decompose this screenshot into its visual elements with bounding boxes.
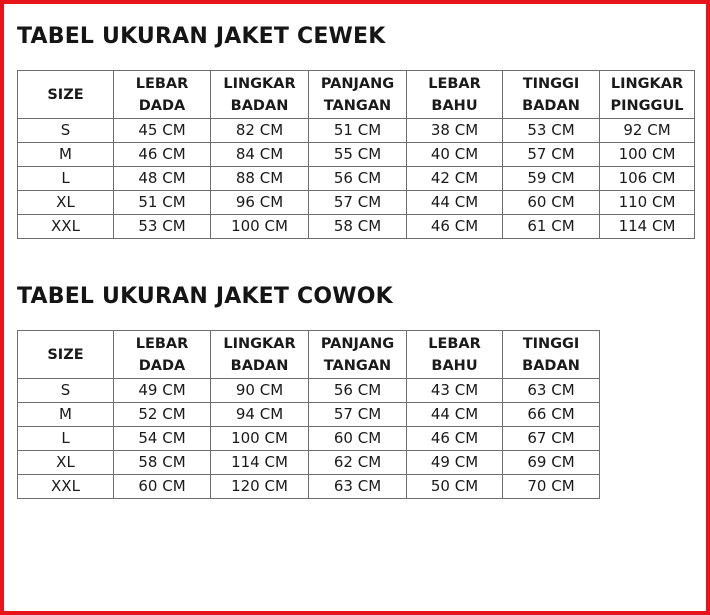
table-cell: 38 CM (407, 119, 503, 143)
table-cell: 51 CM (309, 119, 407, 143)
table-cell: 94 CM (211, 403, 309, 427)
table-cell: 57 CM (309, 191, 407, 215)
size-cell: M (18, 143, 114, 167)
table-cell: 49 CM (407, 451, 503, 475)
cewek-size-table (17, 70, 695, 239)
table-cell: 63 CM (503, 379, 600, 403)
table-cell: 56 CM (309, 379, 407, 403)
table-row (18, 475, 600, 499)
table-cell: 67 CM (503, 427, 600, 451)
header-lebar-bahu: LEBAR BAHU (407, 331, 503, 379)
table-cell: 100 CM (211, 427, 309, 451)
size-cell: S (18, 119, 114, 143)
table-cell: 58 CM (309, 215, 407, 239)
table-cell: 53 CM (114, 215, 211, 239)
header-lebar-bahu: LEBAR BAHU (407, 71, 503, 119)
table-cell: 62 CM (309, 451, 407, 475)
table-cell: 45 CM (114, 119, 211, 143)
header-lebar-dada: LEBAR DADA (114, 331, 211, 379)
table-cell: 53 CM (503, 119, 600, 143)
table-header-row (18, 71, 695, 119)
table-cell: 120 CM (211, 475, 309, 499)
table-cell: 57 CM (503, 143, 600, 167)
table-cell: 46 CM (407, 427, 503, 451)
table-cell: 50 CM (407, 475, 503, 499)
table-cell: 49 CM (114, 379, 211, 403)
table-cell: 63 CM (309, 475, 407, 499)
cowok-size-table (17, 330, 600, 499)
size-cell: XXL (18, 215, 114, 239)
table-cell: 90 CM (211, 379, 309, 403)
size-cell: L (18, 167, 114, 191)
cowok-size-table-title: TABEL UKURAN JAKET COWOK (17, 284, 393, 309)
table-cell: 61 CM (503, 215, 600, 239)
header-lingkar-pinggul: LINGKAR PINGGUL (600, 71, 695, 119)
header-panjang-tangan: PANJANG TANGAN (309, 71, 407, 119)
table-cell: 92 CM (600, 119, 695, 143)
size-cell: XL (18, 191, 114, 215)
table-cell: 100 CM (211, 215, 309, 239)
header-tinggi-badan: TINGGI BADAN (503, 331, 600, 379)
header-lebar-dada: LEBAR DADA (114, 71, 211, 119)
size-cell: L (18, 427, 114, 451)
size-cell: M (18, 403, 114, 427)
table-cell: 56 CM (309, 167, 407, 191)
table-row (18, 403, 600, 427)
table-row (18, 119, 695, 143)
table-cell: 106 CM (600, 167, 695, 191)
table-cell: 46 CM (114, 143, 211, 167)
table-cell: 60 CM (114, 475, 211, 499)
table-cell: 114 CM (600, 215, 695, 239)
header-size: SIZE (18, 331, 114, 379)
table-row (18, 143, 695, 167)
table-cell: 114 CM (211, 451, 309, 475)
table-cell: 70 CM (503, 475, 600, 499)
table-cell: 59 CM (503, 167, 600, 191)
table-cell: 44 CM (407, 191, 503, 215)
table-cell: 60 CM (309, 427, 407, 451)
size-cell: S (18, 379, 114, 403)
table-cell: 60 CM (503, 191, 600, 215)
table-cell: 110 CM (600, 191, 695, 215)
table-row (18, 191, 695, 215)
table-cell: 52 CM (114, 403, 211, 427)
cewek-size-table-title: TABEL UKURAN JAKET CEWEK (17, 24, 386, 49)
header-panjang-tangan: PANJANG TANGAN (309, 331, 407, 379)
table-cell: 43 CM (407, 379, 503, 403)
table-cell: 96 CM (211, 191, 309, 215)
size-cell: XL (18, 451, 114, 475)
size-cell: XXL (18, 475, 114, 499)
table-row (18, 167, 695, 191)
table-cell: 58 CM (114, 451, 211, 475)
header-lingkar-badan: LINGKAR BADAN (211, 71, 309, 119)
table-cell: 48 CM (114, 167, 211, 191)
table-cell: 82 CM (211, 119, 309, 143)
header-lingkar-badan: LINGKAR BADAN (211, 331, 309, 379)
table-row (18, 215, 695, 239)
table-cell: 69 CM (503, 451, 600, 475)
table-header-row (18, 331, 600, 379)
table-row (18, 451, 600, 475)
table-cell: 40 CM (407, 143, 503, 167)
table-cell: 54 CM (114, 427, 211, 451)
table-cell: 66 CM (503, 403, 600, 427)
table-cell: 42 CM (407, 167, 503, 191)
table-cell: 44 CM (407, 403, 503, 427)
table-row (18, 427, 600, 451)
header-size: SIZE (18, 71, 114, 119)
table-cell: 57 CM (309, 403, 407, 427)
table-cell: 100 CM (600, 143, 695, 167)
table-row (18, 379, 600, 403)
table-cell: 51 CM (114, 191, 211, 215)
table-cell: 55 CM (309, 143, 407, 167)
table-cell: 46 CM (407, 215, 503, 239)
table-cell: 84 CM (211, 143, 309, 167)
header-tinggi-badan: TINGGI BADAN (503, 71, 600, 119)
table-cell: 88 CM (211, 167, 309, 191)
